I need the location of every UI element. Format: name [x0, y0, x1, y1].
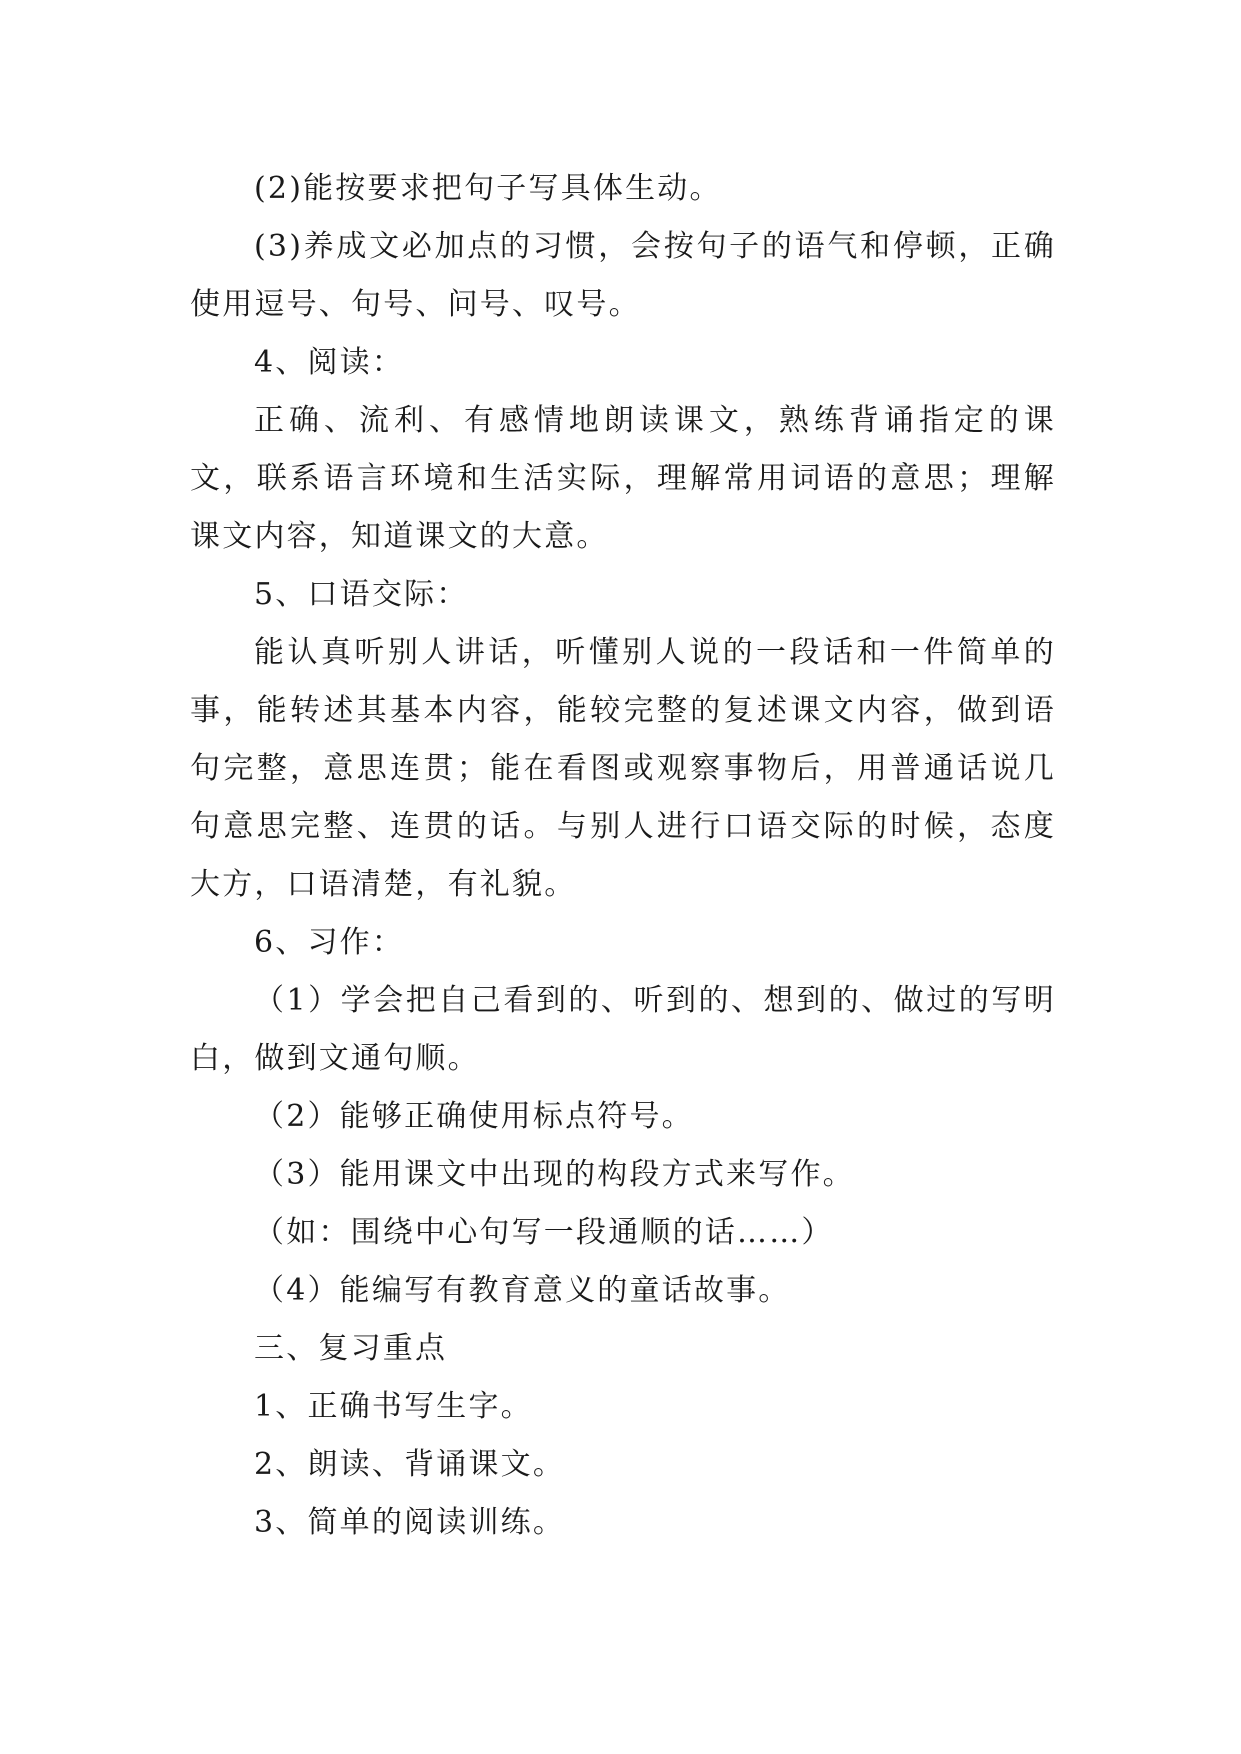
paragraph-writing-3: （3）能用课文中出现的构段方式来写作。: [254, 1157, 855, 1192]
paragraph-reading: 正确、流利、有感情地朗读课文，熟练背诵指定的课文，联系语言环境和生活实际，理解常用词语的意思；理解课文内容，知道课文的大意。: [190, 403, 1056, 554]
paragraph-oral: 能认真听别人讲话，听懂别人说的一段话和一件简单的事，能转述其基本内容，能较完整的复述课文内容，做到语句完整，意思连贯；能在看图或观察事物后，用普通话说几句意思完整、连贯的话。与别人进行口语交际的时候，态度大方，口语清楚，有礼貌。: [190, 635, 1056, 902]
review-item-1: 1、正确书写生字。: [254, 1389, 533, 1424]
document-body: [190, 160, 1056, 1552]
paragraph-writing-1: （1）学会把自己看到的、听到的、想到的、做过的写明白，做到文通句顺。: [190, 983, 1056, 1076]
section-heading-review-focus: 三、复习重点: [254, 1331, 448, 1366]
section-heading-reading: 4、阅读：: [254, 345, 405, 380]
paragraph-writing-2: （2）能够正确使用标点符号。: [254, 1099, 694, 1134]
paragraph-writing-4: （4）能编写有教育意义的童话故事。: [254, 1273, 791, 1308]
review-item-3: 3、简单的阅读训练。: [254, 1505, 566, 1540]
paragraph-2: (3)养成文必加点的习惯，会按句子的语气和停顿，正确使用逗号、句号、问号、叹号。: [190, 229, 1056, 322]
section-heading-writing: 6、习作：: [254, 925, 405, 960]
paragraph-1: (2)能按要求把句子写具体生动。: [254, 171, 722, 206]
section-heading-oral: 5、口语交际：: [254, 577, 469, 612]
review-item-2: 2、朗读、背诵课文。: [254, 1447, 566, 1482]
paragraph-writing-example: （如：围绕中心句写一段通顺的话……）: [254, 1215, 834, 1250]
